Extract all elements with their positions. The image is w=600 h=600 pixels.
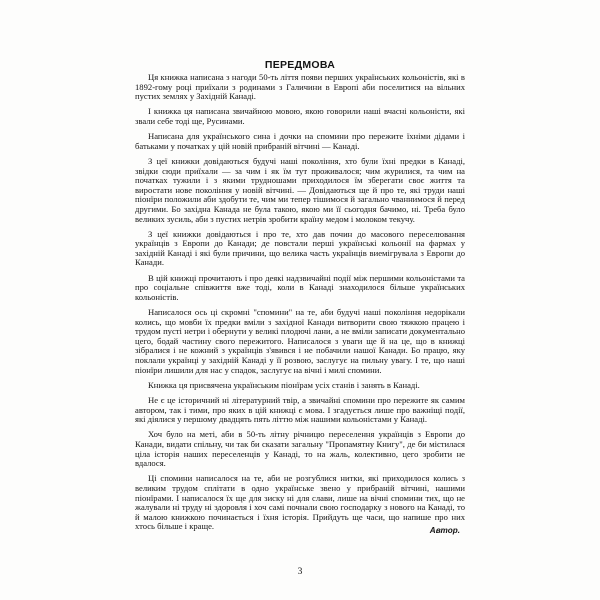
paragraph: З цеї книжки довідаються будучі наші покоління, хто були їхні предки в Канаді, звідки сюди приїхали — за чим і як їм тут проживалося; чим журилися, та чим на початках тужили і з якими трудношами приходилося їм зберегати своє життя та виростати нове покоління у новій вітчині. — Довідаються ще й про те, які труди наші піонїри положили аби здобути те, чим ми тепер тішимося й загально чваннимося й перед другими. Бо західна Канада не була такою, якою ми її сьогодня бачимо, ні. Треба було великих зусиль, аби з пустих нетрів зробити країну медом і молоком текучу. — [135, 155, 465, 224]
preface-body — [135, 73, 465, 532]
author-signature: Автор. — [429, 526, 460, 535]
paragraph: З цеї книжки довідаються і про те, хто дав почин до масового переселювання українців з Европи до Канади; де повстали перші українські кольонії на фармах у західній Канаді і які були причини, що велика часть українців виемігрувала з Европи до Канади. — [135, 228, 465, 268]
page-title: ПЕРЕДМОВА — [264, 59, 336, 71]
paragraph: Написалося ось ці скромні "спомини" на те, аби будучі наші покоління недорікали колись, що мовби їх предки вміли з західної Канади витворити свою тяжкою працею і трудом пусті нетри і обернути у великі плодючі лани, а не вміли записати документально цего, бодай частину свого пережитого. Написалося з уваги ще й на це, що в книжці зібралися і не кожний з українців з'явився і не побачили нашої Канади. Бо працю, яку поклали українці у західній Канаді у її розвою, заслугує на пильну увагу. І те, що наші піонїри лишили для нас у спадок, заслугує на вічні і милі спомини. — [135, 307, 465, 375]
paragraph: Не є це історичний ні літературний твір, а звичайні спомини про пережите як самим автором, так і тими, про яких в цій книжці є мова. І згадується лише про важніщі події, які діялися у першому двадцять пять літтю між нашими кольоністами у Канаді. — [135, 394, 465, 425]
paragraph: Написана для українського сина і дочки на спомини про пережите їхніми дідами і батьками у початках у цій новій прибраній вітчині — Канаді. — [135, 131, 465, 151]
paragraph: Ці спомини написалося на те, аби не розгублися нитки, які приходилося колись з великим трудом сплітати в одно українське звено у прибраній вітчині, нашими піонїрами. І написалося їх ще для зиску ні для слави, лише на вічні спомини тих, що не жалували ні труду ні здоровля і хоч самі почнали свою господарку з нового на Канаді, то й малою книжкою починається і їхня історія. Прийдуть ще часи, що напише про них хтось більше і краще. — [135, 473, 465, 532]
paragraph: Книжка ця присвячена українським піонїрам усіх станів і занять в Канаді. — [148, 379, 420, 390]
paragraph: І книжка ця написана звичайною мовою, якою говорили наші вчасні кольоністи, які звали себе тоді ще, Русинами. — [135, 106, 465, 126]
page-number: 3 — [297, 567, 303, 577]
paragraph: Ця книжка написана з нагоди 50-ть ліття появи перших українських кольоністів, які в 1892-гому році приїхали з родинами з Галичини в Европі аби поселитися на вільних пустих землях у Західній Канаді. — [135, 72, 465, 102]
paragraph: В цій книжці прочитають і про деякі надзвичайні події між першими кольоністами та про соціальне співжиття вже тоді, коли в Канаді знаходилося більше українських кольоністів. — [135, 272, 465, 302]
paragraph: Хоч було на меті, аби в 50-ть літну річницю переселення українців з Европи до Канади, видати спільну, чи так би сказати загальну "Пропамятну Книгу", де би містилася ціла історія наших переселенців у Канаді, то на жаль, колективно, цего зробити не вдалося. — [135, 429, 465, 469]
